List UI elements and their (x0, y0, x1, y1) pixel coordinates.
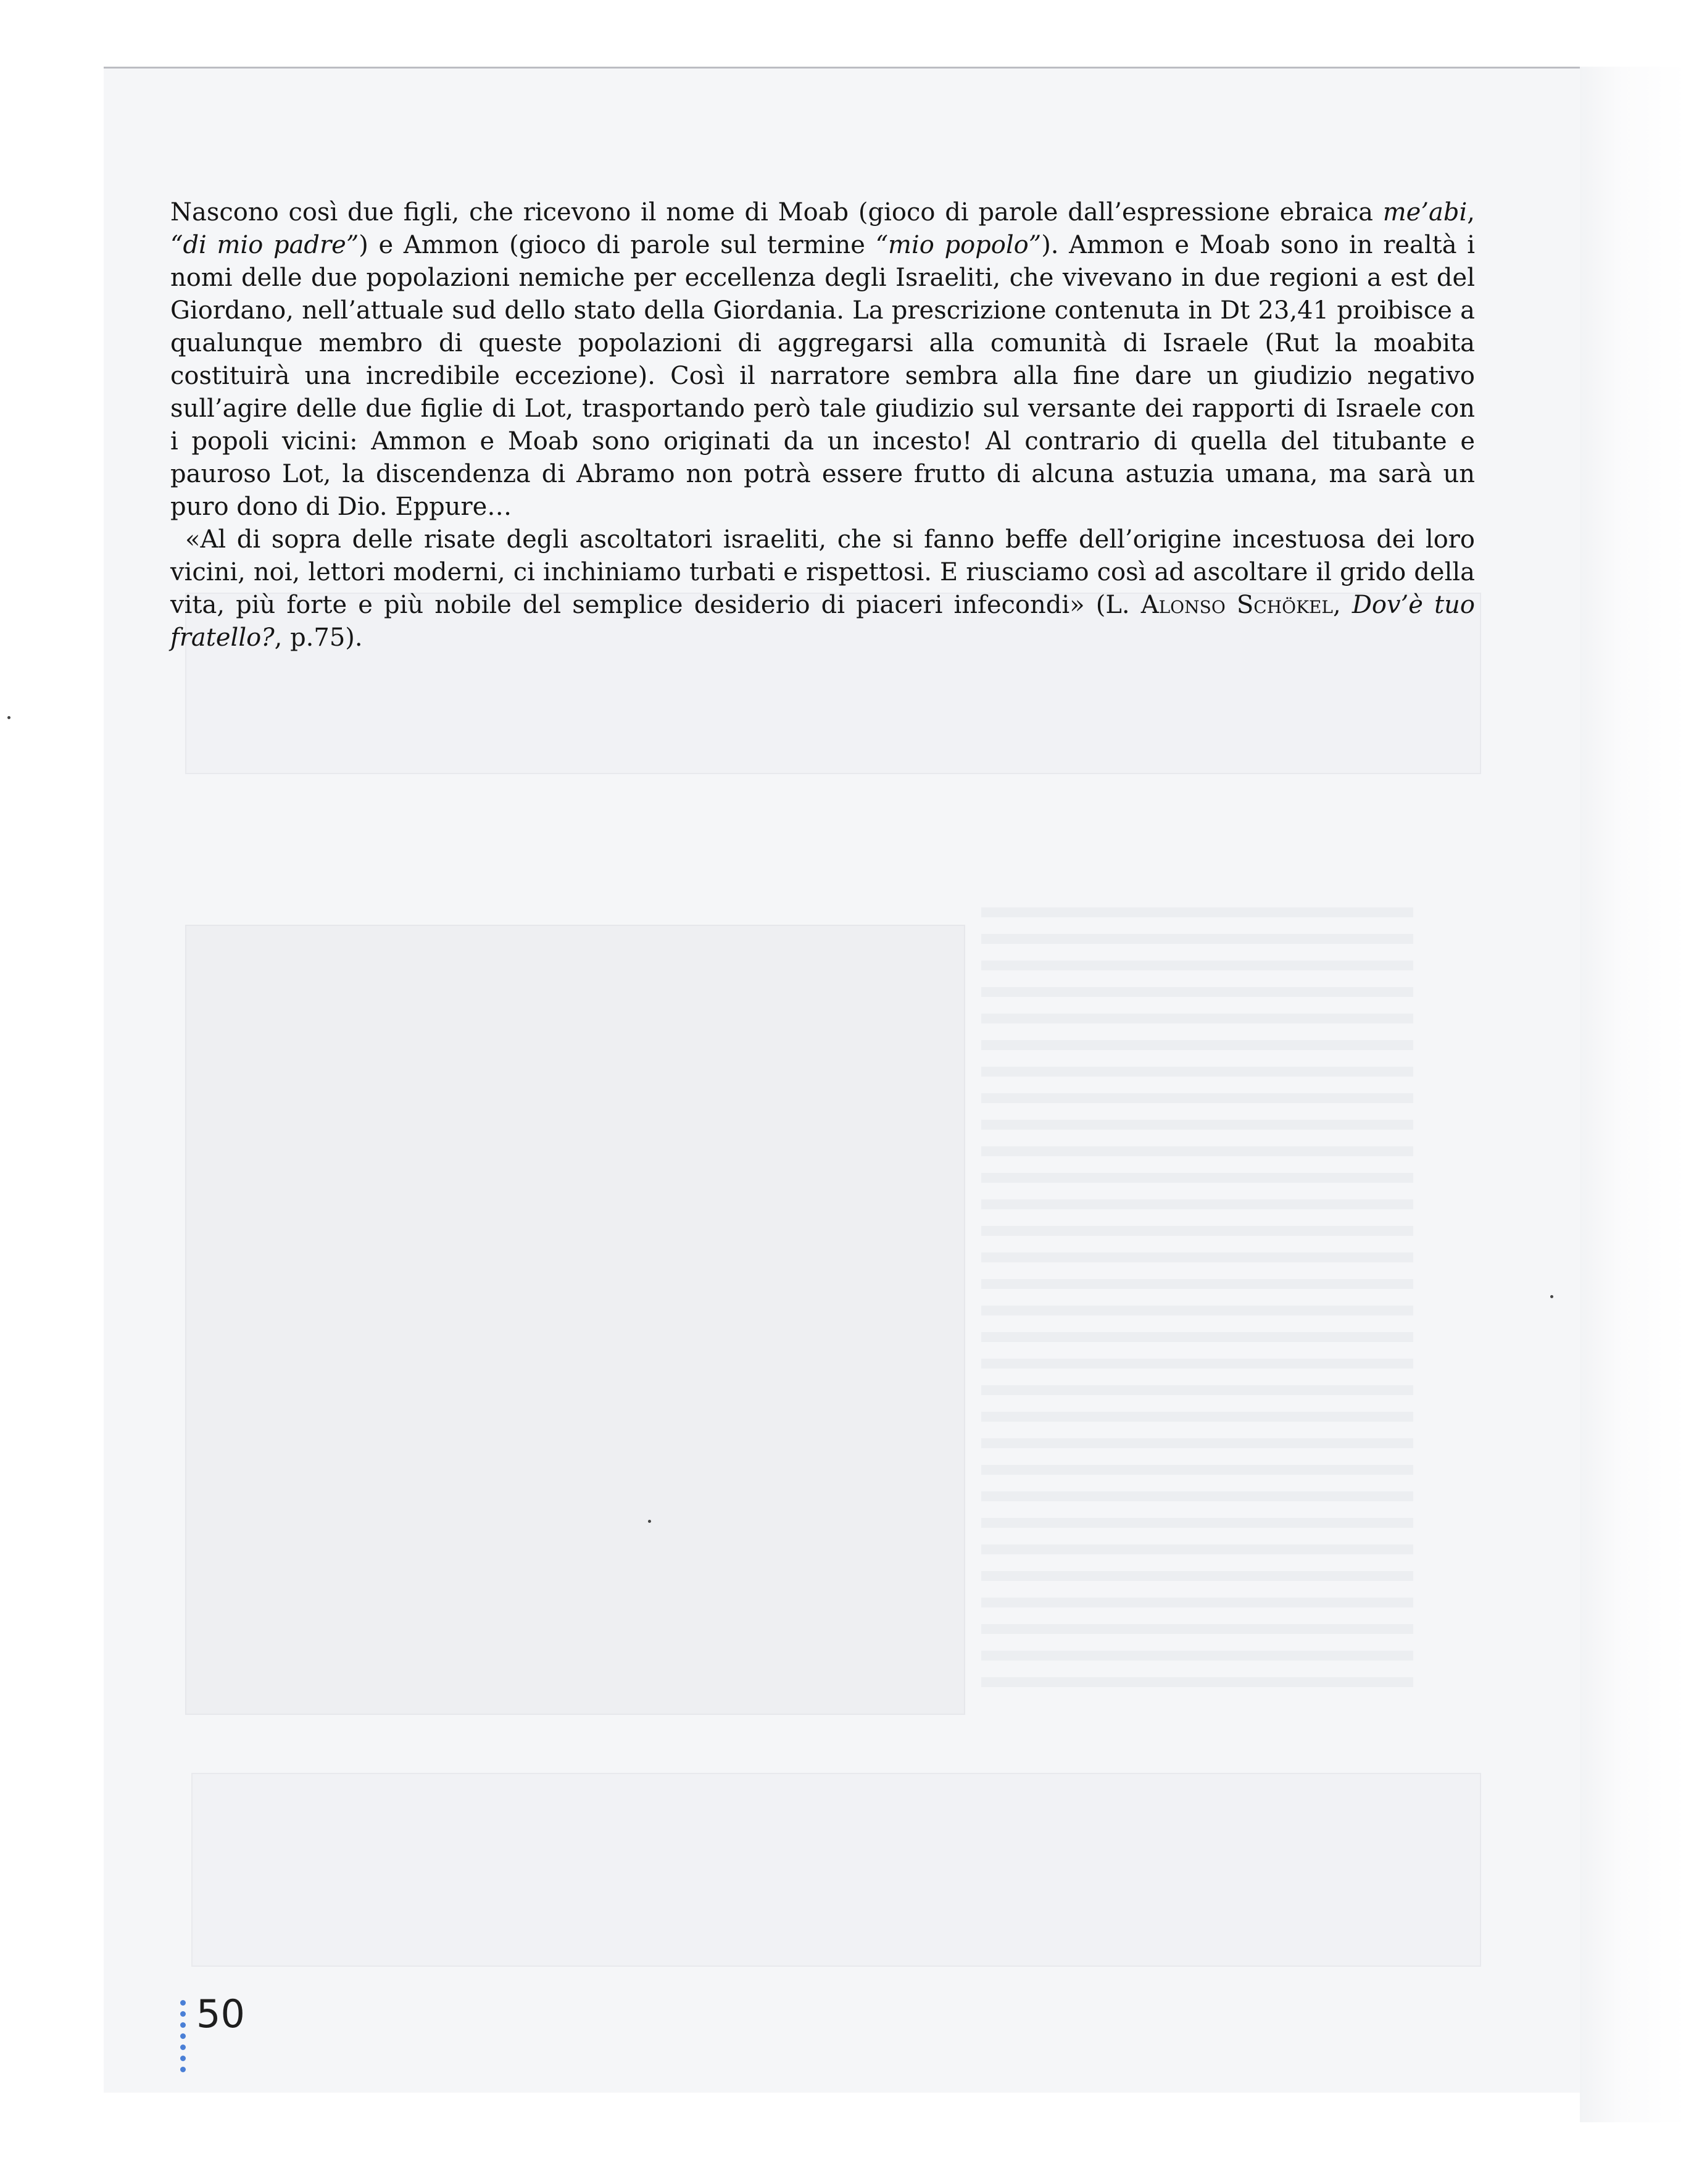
quoted-book-title: Dov’è tuo fratello? (170, 591, 1475, 652)
stray-mark (1550, 1295, 1553, 1298)
main-text (170, 196, 1475, 654)
paragraph-quotation: «Al di sopra delle risate degli ascoltatori israeliti, che si fanno beffe dell’origine incestuosa dei loro vicini, noi, lettori moderni, ci inchiniamo turbati e rispettosi. E riusciamo così ad ascoltare il grido della vita, più forte e più nobile del semplice desiderio di piaceri infecondi» (L. Alonso Schökel, Dov’è tuo fratello?, p.75). (170, 525, 1475, 652)
page-number: 50 (196, 1991, 245, 2036)
stray-mark (7, 716, 10, 719)
stray-mark (648, 1520, 651, 1523)
quoted-author: Alonso Schökel (1140, 591, 1334, 619)
bleed-through-text-right (981, 907, 1413, 1704)
bleed-through-figure (185, 925, 965, 1715)
page-edge-shadow (1580, 67, 1686, 2122)
paragraph-moab-ammon: Nascono così due figli, che ricevono il nome di Moab (gioco di parole dall’espressione ebraica me’abi, “di mio padre”) e Ammon (gioco di parole sul termine “mio popolo”). Ammon e Moab sono in realtà i nomi delle due popolazioni nemiche per eccellenza degli Israeliti, che vivevano in due regioni a est del Giordano, nell’attuale sud dello stato della Giordania. La prescrizione contenuta in Dt 23,41 proibisce a qualunque membro di queste popolazioni di aggregarsi alla comunità di Israele (Rut la moabita costituirà una incredibile eccezione). Così il narratore sembra alla fine dare un giudizio negativo sull’agire delle due figlie di Lot, trasportando però tale giudizio sul versante dei rapporti di Israele con i popoli vicini: Ammon e Moab sono originati da un incesto! Al contrario di quella del titubante e pauroso Lot, la discendenza di Abramo non potrà essere frutto di alcuna astuzia umana, ma sarà un puro dono di Dio. Eppure… (170, 198, 1476, 521)
page-number-dots (180, 2000, 188, 2078)
bleed-through-box-bottom (191, 1773, 1481, 1967)
page-top-edge (104, 67, 1606, 69)
